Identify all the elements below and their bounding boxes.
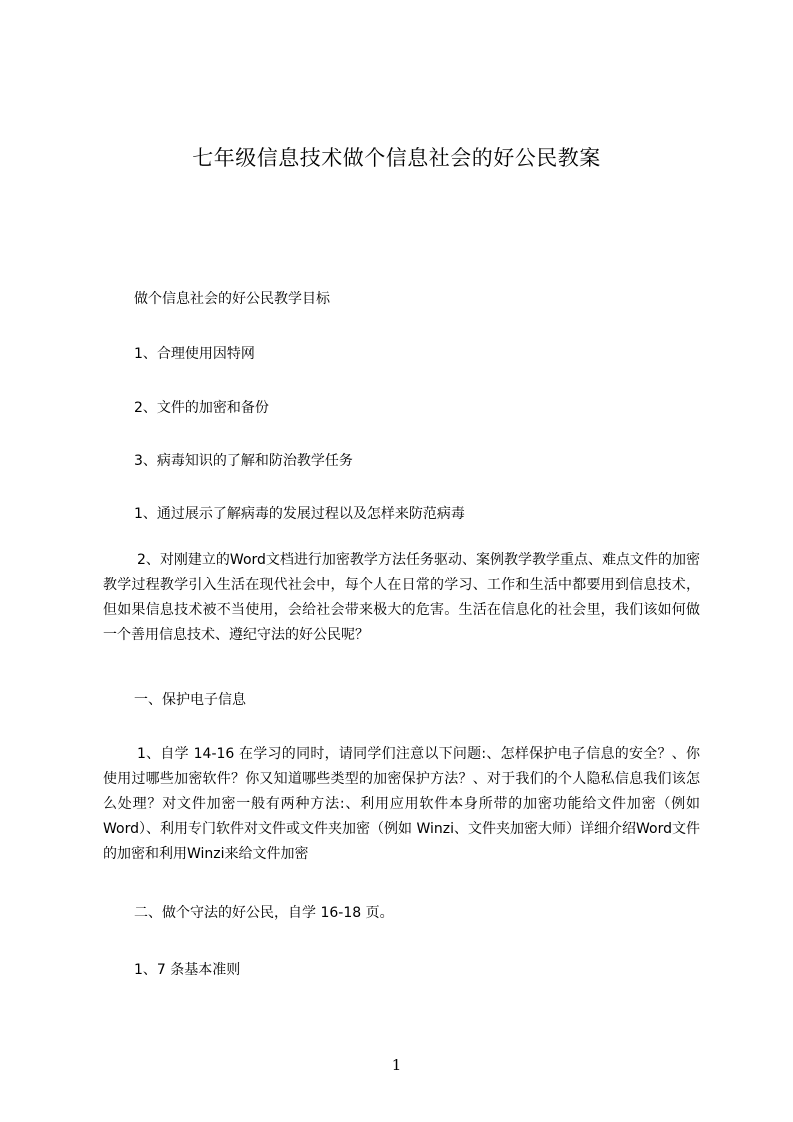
objective-item-3: 3、病毒知识的了解和防治教学任务: [134, 453, 353, 469]
objectives-heading: 做个信息社会的好公民教学目标: [134, 291, 330, 307]
rule-item-1: 1、7 条基本准则: [134, 962, 241, 978]
section-1-paragraph: 1、自学 14-16 在学习的同时，请同学们注意以下问题:、怎样保护电子信息的安全？、你使用过哪些加密软件？你又知道哪些类型的加密保护方法？、对于我们的个人隐私信息我们该怎么处理？对文件加密一般有两种方法:、利用应用软件本身所带的加密功能给文件加密（例如 Word）、利用专门软件对文件或文件夹加密（例如 Winzi、文件夹加密大师）详细介绍Word文件的加密和利用Winzi来给文件加密: [103, 746, 700, 862]
objective-item-1: 1、合理使用因特网: [134, 346, 255, 362]
section-heading-2: 二、做个守法的好公民，自学 16-18 页。: [134, 905, 394, 921]
page-number: 1: [391, 1056, 402, 1074]
task-item-2-paragraph: 2、对刚建立的Word文档进行加密教学方法任务驱动、案例教学教学重点、难点文件的加密教学过程教学引入生活在现代社会中，每个人在日常的学习、工作和生活中都要用到信息技术，但如果信息技术被不当使用，会给社会带来极大的危害。生活在信息化的社会里，我们该如何做一个善用信息技术、遵纪守法的好公民呢？: [103, 552, 700, 643]
objective-item-2: 2、文件的加密和备份: [134, 400, 269, 416]
document-title: 七年级信息技术做个信息社会的好公民教案: [192, 146, 601, 170]
section-heading-1: 一、保护电子信息: [134, 692, 246, 708]
task-item-1: 1、通过展示了解病毒的发展过程以及怎样来防范病毒: [134, 506, 465, 522]
